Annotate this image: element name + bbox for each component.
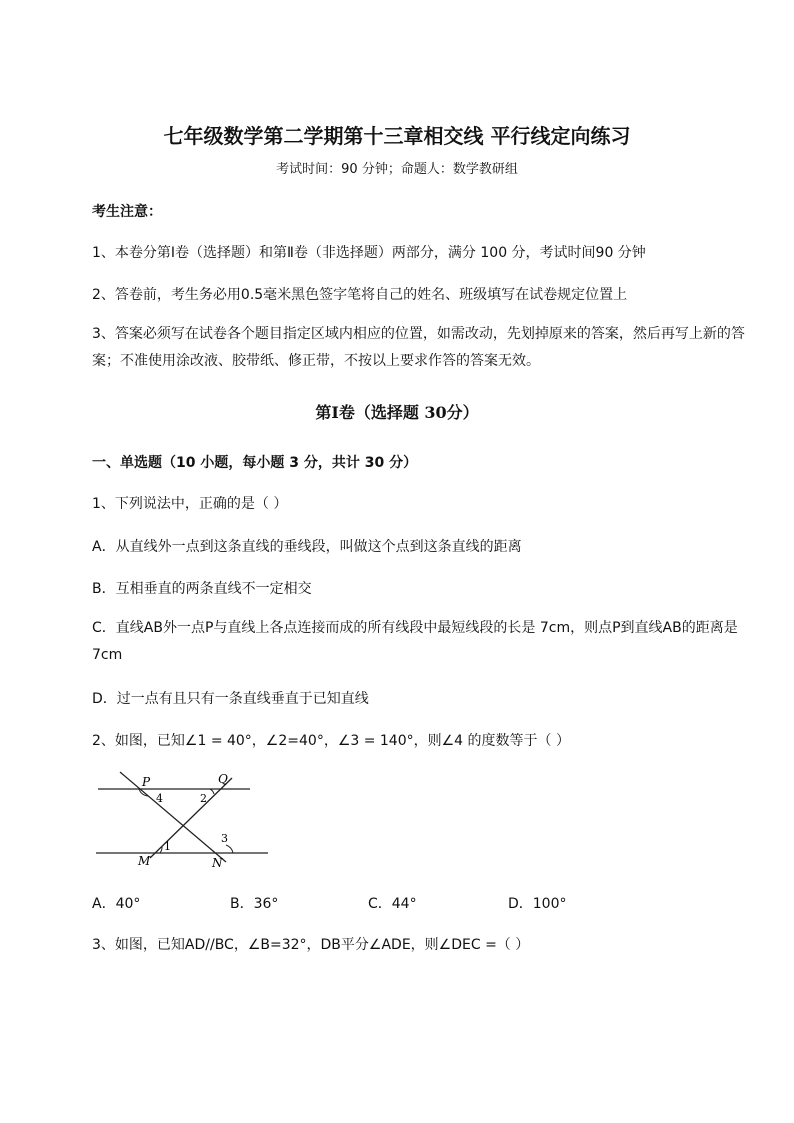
angle-3-arc [226, 845, 233, 853]
label-angle-1: 1 [164, 840, 171, 853]
question-2-option-c: C．44° [368, 896, 417, 912]
question-2-option-a: A．40° [92, 896, 141, 912]
section-title: 第Ⅰ卷（选择题 30分） [315, 403, 479, 422]
question-2-stem: 2、如图，已知∠1 = 40°，∠2=40°，∠3 = 140°，则∠4 的度数等于（ ） [92, 733, 570, 749]
label-angle-2: 2 [200, 792, 207, 805]
notice-item-3: 3、答案必须写在试卷各个题目指定区域内相应的位置，如需改动，先划掉原来的答案，然后再写上新的答案；不准使用涂改液、胶带纸、修正带，不按以上要求作答的答案无效。 [92, 326, 745, 369]
notice-item-1: 1、本卷分第Ⅰ卷（选择题）和第Ⅱ卷（非选择题）两部分，满分 100 分，考试时间90 分钟 [92, 245, 646, 261]
label-m: M [138, 854, 151, 868]
label-n: N [212, 856, 223, 870]
question-1-option-c: C．直线AB外一点P与直线上各点连接而成的所有线段中最短线段的长是 7cm，则点P到直线AB的距离是 7cm [92, 620, 738, 663]
transversal-pn [120, 772, 226, 862]
notice-heading: 考生注意： [92, 204, 162, 220]
question-1-option-d: D．过一点有且只有一条直线垂直于已知直线 [92, 691, 369, 707]
question-2-option-b: B．36° [230, 896, 279, 912]
part-heading: 一、单选题（10 小题，每小题 3 分，共计 30 分） [92, 455, 418, 471]
question-2-option-d: D．100° [508, 896, 567, 912]
question-1-option-b: B．互相垂直的两条直线不一定相交 [92, 581, 312, 597]
angle-2-arc [210, 789, 214, 794]
label-angle-4: 4 [156, 792, 163, 805]
question-2-figure [92, 768, 272, 872]
document-subtitle: 考试时间：90 分钟；命题人：数学教研组 [276, 162, 518, 177]
label-q: Q [218, 772, 228, 786]
question-1-stem: 1、下列说法中，正确的是（ ） [92, 496, 288, 512]
question-1-option-a: A．从直线外一点到这条直线的垂线段，叫做这个点到这条直线的距离 [92, 539, 522, 555]
label-p: P [142, 775, 151, 789]
label-angle-3: 3 [221, 832, 228, 845]
document-title: 七年级数学第二学期第十三章相交线 平行线定向练习 [163, 124, 631, 148]
notice-item-2: 2、答卷前，考生务必用0.5毫米黑色签字笔将自己的姓名、班级填写在试卷规定位置上 [92, 287, 628, 303]
question-3-stem: 3、如图，已知AD//BC，∠B=32°，DB平分∠ADE，则∠DEC =（ ） [92, 937, 530, 953]
